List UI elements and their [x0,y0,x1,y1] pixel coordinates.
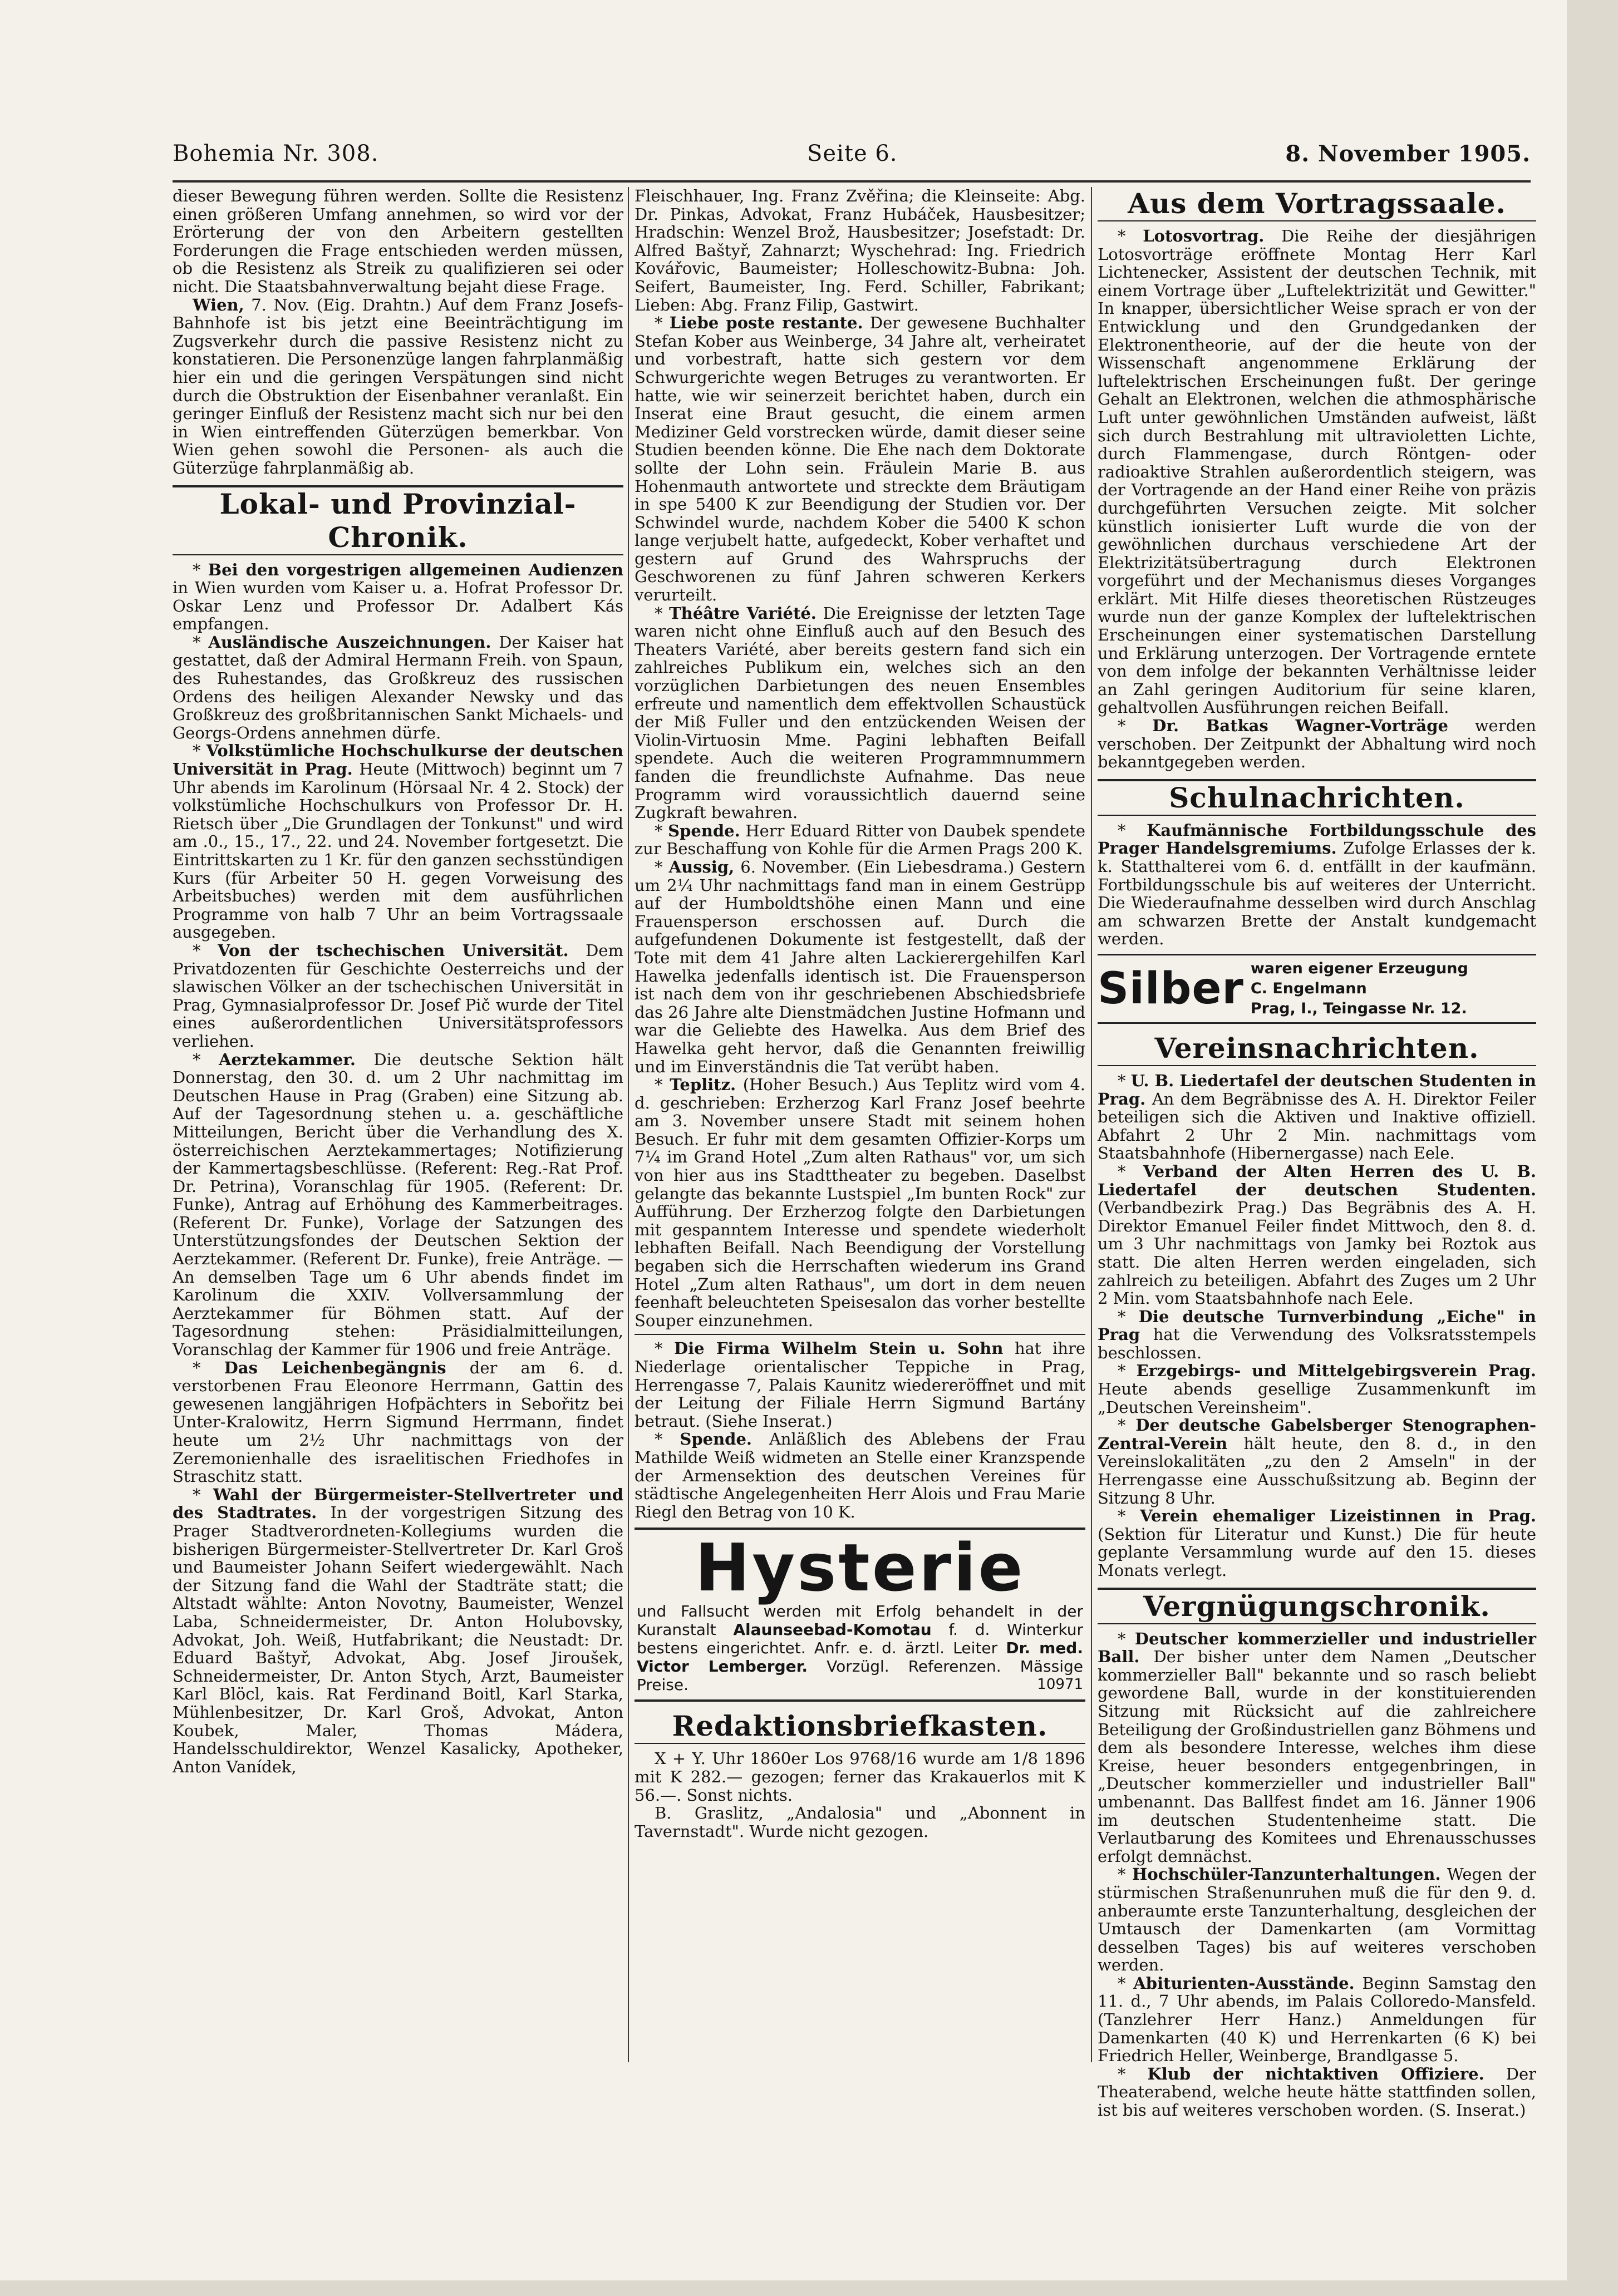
news-item-text: Die deutsche Sektion hält Donnerstag, den 30. d. um 2 Uhr nachmittag im Deutschen Hause in Prag (Graben) eine Sitzung ab. Auf der Tagesordnung stehen u. a. geschäftliche Mitteilungen, Bericht über die Verhandlung des X. österreichischen Aerztekammertages; Notifizierung der Kammertagsbeschlüsse. (Referent: Reg.-Rat Prof. Dr. Petrina), Voranschlag für 1905. (Referent: Dr. Funke), Antrag auf Erhöhung des Kammerbeitrages. (Referent Dr. Funke), Vorlage der Satzungen des Unterstützungsfondes der Deutschen Sektion der Aerztekammer. (Referent Dr. Funke), freie Anträge. — An demselben Tage um 6 Uhr abends findet im Karolinum die XXIV. Vollversammlung der Aerztekammer für Böhmen statt. Auf der Tagesordnung stehen: Präsidialmitteilungen, Voranschlag der Kammer für 1906 und freie Anträge. [173,1050,623,1359]
ad-address: Prag, I., Teingasse Nr. 12. [1250,999,1467,1017]
news-item-text: hat ihre Niederlage orientalischer Teppiche in Prag, Herrengasse 7, Palais Kaunitz wiedereröffnet und mit der Leitung der Filiale Herrn Sigmund Bartány betraut. (Siehe Inserat.) [635,1339,1086,1431]
news-item-text: Der gewesene Buchhalter Stefan Kober aus Weinberge, 34 Jahre alt, verheiratet und vorbestraft, hatte sich gestern vor dem Schwurgerichte wegen Betruges zu verantworten. Er hatte, wie wir seinerzeit berichtet haben, durch ein Inserat eine Braut gesucht, die einem armen Mediziner Geld vorstrecken würde, damit dieser seine Studien beenden könne. Die Ehe nach dem Doktorate sollte der Lohn sein. Fräulein Marie B. aus Hohenmauth antwortete und streckte dem Bräutigam in spe 5400 K zur Beendigung der Studien vor. Der Schwindel wurde, nachdem Kober die 5400 K schon lange verjubelt hatte, aufgedeckt, Kober verhaftet und gestern auf Grund des Wahrspruchs der Geschworenen zu fünf Jahren schweren Kerkers verurteilt. [635,313,1086,605]
news-item-text: Anläßlich des Ablebens der Frau Mathilde Weiß widmeten an Stelle einer Kranzspende der Armensektion des deutschen Vereines für städtische Angelegenheiten Herr Alois und Frau Marie Riegl den Betrag von 10 K. [635,1430,1086,1521]
news-item-text: der am 6. d. verstorbenen Frau Eleonore Herrmann, Gattin des gewesenen langjährigen Hofpächters in Sebořitz bei Unter-Kralowitz, Herrn Sigmund Herrmann, findet heute um 2½ Uhr nachmittags von der Zeremonienhalle des israelitischen Friedhofes in Straschitz statt. [173,1358,624,1486]
column-2 [635,187,1085,2062]
news-item-text: hält heute, den 8. d., in den Vereinslokalitäten „zu den 2 Amseln" in der Herrengasse eine Ausschußsitzung ab. Beginn der Sitzung 8 Uhr. [1098,1433,1537,1507]
issue-date: 8. November 1905. [1285,141,1531,167]
news-item-text: Der Theaterabend, welche heute hätte stattfinden sollen, ist bis auf weiteres verschoben worden. (S. Inserat.) [1098,2064,1536,2120]
ad-clinic-name: Alaunseebad-Komotau [733,1620,932,1639]
letterbox-item: X + Y. Uhr 1860er Los 9768/16 wurde am 1/8 1896 mit K 282.— gezogen; ferner das Krakauerlos mit K 56.—. Sonst nichts. [635,1749,1085,1805]
news-item-title: Teplitz. [670,1075,736,1095]
section-rule [1098,1065,1536,1066]
news-item: * Teplitz. (Hoher Besuch.) Aus Teplitz wird vom 4. d. geschrieben: Erzherzog Karl Franz Josef beehrte am 3. November unsere Stadt mit seinem hohen Besuch. Er fuhr mit dem gesamten Offizier-Korps um 7¼ im Grand Hotel „Zum alten Rathaus" vor, um sich von hier aus ins Stadttheater zu begeben. Daselbst gelangte das bekannte Lustspiel „Im bunten Rock" zur Aufführung. Der Erzherzog folgte den Darbietungen mit gespanntem Interesse und spendete wiederholt lebhaften Beifall. Nach Beendigung der Vorstellung begaben sich die Herrschaften wiederum ins Grand Hotel „Zum alten Rathaus", um dort in dem neuen feenhaft beleuchteten Speisesalon das vorher bestellte Souper einzunehmen. [635,1075,1086,1330]
news-item-title: Die Firma Wilhelm Stein u. Sohn [673,1339,1004,1358]
news-item: * Abiturienten-Ausstände. Beginn Samstag den 11. d., 7 Uhr abends, im Palais Colloredo-Mansfeld. (Tanzlehrer Herr Hanz.) Anmeldungen für Damenkarten (40 K) und Herrenkarten (6 K) bei Friedrich Heller, Weinberge, Brandlgasse 5. [1098,1973,1537,2066]
ad-line: waren eigener Erzeugung [1250,959,1468,977]
news-item-text: (Verbandbezirk Prag.) Das Begräbnis des A. H. Direktor Emanuel Feiler findet Mittwoch, den 8. d. um 3 Uhr nachmittags von Jamky bei Roztok aus statt. Die alten Herren werden eingeladen, sich zahlreich zu beteiligen. Abfahrt des Zuges um 2 Uhr 2 Min. vom Staatsbahnhofe nach Eele. [1098,1198,1536,1308]
news-item: * Verein ehemaliger Lizeistinnen in Prag. (Sektion für Literatur und Kunst.) Die für heute geplante Versammlung wurde auf den 15. dieses Monats verlegt. [1098,1506,1536,1580]
news-item: * Spende. Anläßlich des Ablebens der Frau Mathilde Weiß widmeten an Stelle einer Kranzspende der Armensektion des deutschen Vereines für städtische Angelegenheiten Herr Alois und Frau Marie Riegl den Betrag von 10 K. [635,1430,1086,1521]
news-item-title: Spende. [668,821,740,840]
news-item-text: Der bisher unter dem Namen „Deutscher kommerzieller Ball" bekannte und so rasch beliebt gewordene Ball, wurde in der konstituierenden Sitzung mit Rücksicht auf die zahlreichere Beteiligung der Großindustriellen ganz Böhmens und dem als besondere Interesse, welches ihm diese Kreise, heuer besonders entgegenbringen, in „Deutscher kommerzieller und industrieller Ball" umbenannt. Das Ballfest findet am 16. Jänner 1906 im deutschen Studentenheime statt. Die Verlautbarung des Komitees und Ehrenausschusses erfolgt demnächst. [1098,1647,1536,1866]
news-item-title: Dr. Batkas Wagner-Vorträge [1152,716,1448,736]
page-header [173,136,1531,176]
article-text: 7. Nov. (Eig. Drahtn.) Auf dem Franz Josefs-Bahnhofe ist bis jetzt eine Beeinträchtigung im Zugsverkehr durch die passive Resistenz nicht zu konstatieren. Die Personenzüge langen fahrplanmäßig hier ein und die geringen Verspätungen sind nicht durch die Obstruktion der Eisenbahner veranlaßt. Ein geringer Einfluß der Resistenz macht sich nur bei den in Wien eintreffenden Güterzügen bemerkbar. Von Wien gehen sowohl die Personen- als auch die Güterzüge fahrplanmäßig ab. [173,295,624,477]
ad-brand: Silber [1098,963,1244,1014]
ad-line: C. Engelmann [1250,979,1367,997]
news-item-text: hat die Verwendung des Volksratsstempels beschlossen. [1098,1325,1537,1362]
section-header [1098,1588,1536,1624]
section-title: Lokal- und Provinzial-Chronik. [219,487,577,554]
news-item: * Liebe poste restante. Der gewesene Buchhalter Stefan Kober aus Weinberge, 34 Jahre alt, verheiratet und vorbestraft, hatte sich gestern vor dem Schwurgerichte wegen Betruges zu verantworten. Er hatte, wie wir seinerzeit berichtet haben, durch ein Inserat eine Braut gesucht, die einem armen Mediziner Geld vorstrecken würde, damit dieser seine Studien beenden könne. Die Ehe nach dem Doktorate sollte der Lohn sein. Fräulein Marie B. aus Hohenmauth antwortete und streckte dem Bräutigam in spe 5400 K zur Beendigung der Studien vor. Der Schwindel wurde, nachdem Kober die 5400 K schon lange verjubelt hatte, aufgedeckt, Kober verhaftet und gestern auf Grund des Wahrspruchs der Geschworenen zu fünf Jahren schweren Kerkers verurteilt. [635,313,1086,605]
scan-edge-bottom [0,2280,1618,2296]
section-header [1098,187,1536,221]
news-item: * Spende. Herr Eduard Ritter von Daubek spendete zur Beschaffung von Kohle für die Armen Prags 200 K. [635,821,1086,859]
news-item: * U. B. Liedertafel der deutschen Studenten in Prag. An dem Begräbnisse des A. H. Direktor Feiler beteiligen sich die Aktiven und Inaktive offiziell. Abfahrt 2 Uhr 2 Min. nachmittags vom Staatsbahnhofe (Hibernergasse) nach Eele. [1098,1071,1536,1163]
news-item-title: Ausländische Auszeichnungen. [208,632,491,652]
news-item-title: Das Leichenbegängnis [224,1358,446,1377]
news-item-title: Aussig, [668,857,735,876]
divider [635,1334,1085,1335]
news-item-text: Zufolge Erlasses der k. k. Statthalterei vom 6. d. entfällt in der kaufmänn. Fortbildungsschule bis auf weiteres der Unterricht. Die Wiederaufnahme desselben wird durch Anschlag am schwarzen Brette der Anstalt kundgemacht werden. [1098,839,1537,949]
page-number: Seite 6. [807,141,898,166]
news-item: * Von der tschechischen Universität. Dem Privatdozenten für Geschichte Oesterreichs und der slawischen Völker an der tschechischen Universität in Prag, Gymnasialprofessor Dr. Josef Pič wurde der Titel eines außerordentlichen Universitätsprofessors verliehen. [173,940,623,1051]
news-item-title: Aerztekammer. [218,1050,356,1069]
news-item: * Volkstümliche Hochschulkurse der deutschen Universität in Prag. Heute (Mittwoch) beginnt um 7 Uhr abends im Karolinum (Hörsaal Nr. 4 2. Stock) der volkstümliche Hochschulkurs von Professor Dr. H. Rietsch über „Die Grundlagen der Tonkunst" und wird am .0., 15., 17., 22. und 24. November fortgesetzt. Die Eintrittskarten zu 1 Kr. für den ganzen sechsstündigen Kurs (für Arbeiter 50 H. gegen Vorweisung des Arbeitsbuches) werden mit dem ausführlichen Programme von halb 7 Uhr an beim Vortragssaale ausgegeben. [173,741,624,942]
section-title: Vereinsnachrichten. [1154,1031,1479,1065]
news-item-title: Spende. [680,1430,753,1449]
news-item: * Die deutsche Turnverbindung „Eiche" in Prag hat die Verwendung des Volksratsstempels beschlossen. [1098,1307,1537,1362]
news-item-text: (Hoher Besuch.) Aus Teplitz wird vom 4. d. geschrieben: Erzherzog Karl Franz Josef beehrte am 3. November unsere Stadt mit seinem hohen Besuch. Er fuhr mit dem gesamten Offizier-Korps um 7¼ im Grand Hotel „Zum alten Rathaus" vor, um sich von hier aus ins Stadttheater zu begeben. Daselbst gelangte das bekannte Lustspiel „Im bunten Rock" zur Aufführung. Der Erzherzog folgte den Darbietungen mit gespanntem Interesse und spendete wiederholt lebhaften Beifall. Nach Beendigung der Vorstellung begaben sich die Herrschaften wiederum ins Grand Hotel „Zum alten Rathaus", um dort in dem neuen feenhaft beleuchteten Speisesalon das vorher bestellte Souper einzunehmen. [635,1075,1086,1330]
news-item-title: Wahl der Bürgermeister-Stellvertreter und des Stadtrates. [173,1485,623,1523]
news-item-title: Abiturienten-Ausstände. [1133,1973,1355,1993]
news-item-text: Die Reihe der diesjährigen Lotosvorträge eröffnete Montag Herr Karl Lichtenecker, Assistent der deutschen Technik, mit einem Vortrage über „Luftelektrizität und Gewitter." In knapper, übersichtlicher Weise sprach er von der Entwicklung und den Grundgedanken der Elektronentheorie, auf der die heute von der Wissenschaft angenommene Erklärung der luftelektrischen Erscheinungen fußt. Der geringe Gehalt an Elektronen, welchen die athmosphärische Luft unter gewöhnlichen Umständen aufweist, läßt sich durch Bestrahlung mit ultravioletten Lichte, durch Flammengase, durch Röntgen- oder radioaktive Strahlen außerordentlich steigern, was der Vortragende an der Hand einer Reihe von präzis durchgeführten Versuchen zeigte. Mit solcher künstlich ionisierter Luft wurde die von der gewöhnlichen durchaus verschiedene Art der Elektrizitätsübertragung durch Elektronen vorgeführt und der Mechanismus dieses Vorganges erklärt. Mit Hilfe dieses theoretischen Rüstzeuges wurde nun der ganze Komplex der luftelektrischen Erscheinungen einer systematischen Darstellung und Erklärung unterzogen. Der Vortragende erntete von dem infolge der bekannten Verhältnisse leider an Zahl geringen Auditorium für seine klaren, gehaltvollen Ausführungen reichen Beifall. [1098,226,1537,717]
section-header [1098,1032,1536,1066]
news-item: * Théâtre Variété. Die Ereignisse der letzten Tage waren nicht ohne Einfluß auch auf den Besuch des Theaters Variété, aber bereits gestern fand sich ein zahlreiches Publikum ein, welches sich an den vorzüglichen Darbietungen des neuen Ensembles erfreute und namentlich dem effektvollen Schaustück der Miß Fuller und den entzückenden Weisen der Violin-Virtuosin Mme. Pagini lebhaften Beifall spendete. Auch die weiteren Programmnummern fanden die freundlichste Aufnahme. Das neue Programm wird voraussichtlich dauernd seine Zugkraft bewahren. [635,603,1085,822]
ad-headline: Hysterie [695,1529,1025,1607]
news-item-title: Erzgebirgs- und Mittelgebirgsverein Prag. [1136,1361,1536,1381]
news-item-title: Verein ehemaliger Lizeistinnen in Prag. [1140,1506,1536,1526]
news-item: * Ausländische Auszeichnungen. Der Kaiser hat gestattet, daß der Admiral Hermann Freih. von Spaun, des Ruhestandes, das Großkreuz des russischen Ordens des heiligen Alexander Newsky und das Großkreuz des großbritannischen Sankt Michaels- und Georgs-Ordens annehmen dürfe. [173,632,623,742]
dateline: Wien, [193,295,244,314]
ad-text: und Fallsucht werden mit Erfolg behandelt in der Kuranstalt [637,1602,1083,1639]
news-item: * Wahl der Bürgermeister-Stellvertreter und des Stadtrates. In der vorgestrigen Sitzung des Prager Stadtverordneten-Kollegiums wurden die bisherigen Bürgermeister-Stellvertreter Dr. Karl Groš und Baumeister Johann Seifert wiedergewählt. Nach der Sitzung fand die Wahl der Stadträte statt; die Altstadt wählte: Anton Novotny, Baumeister, Wenzel Laba, Schneidermeister, Dr. Anton Holubovsky, Advokat, Joh. Weiß, Hutfabrikant; die Neustadt: Dr. Eduard Baštyř, Advokat, Abg. Josef Jiroušek, Schneidermeister, Dr. Anton Stych, Arzt, Baumeister Karl Blöcl, kais. Rat Ferdinand Boitl, Karl Starka, Mühlenbesitzer, Dr. Karl Groš, Advokat, Anton Koubek, Maler, Thomas Mádera, Handelsschuldirektor, Wenzel Kasalicky, Apotheker, Anton Vanídek, [173,1485,624,1776]
news-item-title: Kaufmännische Fortbildungsschule des Prager Handelsgremiums. [1098,820,1537,858]
news-item-title: Deutscher kommerzieller und industrieller Ball. [1098,1629,1536,1667]
section-header [173,485,623,555]
news-item: * Bei den vorgestrigen allgemeinen Audienzen in Wien wurden vom Kaiser u. a. Hofrat Professor Dr. Oskar Lenz und Professor Dr. Adalbert Kás empfangen. [173,560,624,634]
section-rule [173,554,623,555]
news-item-title: Hochschüler-Tanzunterhaltungen. [1132,1865,1441,1884]
news-item: * Das Leichenbegängnis der am 6. d. verstorbenen Frau Eleonore Herrmann, Gattin des gewesenen langjährigen Hofpächters in Sebořitz bei Unter-Kralowitz, Herrn Sigmund Herrmann, findet heute um 2½ Uhr nachmittags von der Zeremonienhalle des israelitischen Friedhofes in Straschitz statt. [173,1358,624,1486]
news-item: * Klub der nichtaktiven Offiziere. Der Theaterabend, welche heute hätte stattfinden sollen, ist bis auf weiteres verschoben worden. (S. Inserat.) [1098,2064,1536,2120]
news-item-text: Beginn Samstag den 11. d., 7 Uhr abends, im Palais Colloredo-Mansfeld. (Tanzlehrer Herr Hanz.) Anmeldungen für Damenkarten (40 K) und Herrenkarten (6 K) bei Friedrich Heller, Weinberge, Brandlgasse 5. [1098,1973,1537,2066]
article-continuation: dieser Bewegung führen werden. Sollte die Resistenz einen größeren Umfang annehmen, so wird vor der Erörterung der von den Arbeitern gestellten Forderungen die Frage entschieden werden müssen, ob die Resistenz als Streik zu qualifizieren sei oder nicht. Die Staatsbahnverwaltung bejaht diese Frage. [173,186,623,296]
news-item: * Aerztekammer. Die deutsche Sektion hält Donnerstag, den 30. d. um 2 Uhr nachmittag im Deutschen Hause in Prag (Graben) eine Sitzung ab. Auf der Tagesordnung stehen u. a. geschäftliche Mitteilungen, Bericht über die Verhandlung des X. österreichischen Aerztekammertages; Notifizierung der Kammertagsbeschlüsse. (Referent: Reg.-Rat Prof. Dr. Petrina), Voranschlag für 1905. (Referent: Dr. Funke), Antrag auf Erhöhung des Kammerbeitrages. (Referent Dr. Funke), Vorlage der Satzungen des Unterstützungsfondes der Deutschen Sektion der Aerztekammer. (Referent Dr. Funke), freie Anträge. — An demselben Tage um 6 Uhr abends findet im Karolinum die XXIV. Vollversammlung der Aerztekammer für Böhmen statt. Auf der Tagesordnung stehen: Präsidialmitteilungen, Voranschlag der Kammer für 1906 und freie Anträge. [173,1050,623,1359]
news-item: * Verband der Alten Herren des U. B. Liedertafel der deutschen Studenten. (Verbandbezirk Prag.) Das Begräbnis des A. H. Direktor Emanuel Feiler findet Mittwoch, den 8. d. um 3 Uhr nachmittags von Jamky bei Roztok aus statt. Die alten Herren werden eingeladen, sich zahlreich zu beteiligen. Abfahrt des Zuges um 2 Uhr 2 Min. vom Staatsbahnhofe nach Eele. [1098,1161,1537,1308]
news-item-text: Der Kaiser hat gestattet, daß der Admiral Hermann Freih. von Spaun, des Ruhestandes, das Großkreuz des russischen Ordens des heiligen Alexander Newsky und das Großkreuz des großbritannischen Sankt Michaels- und Georgs-Ordens annehmen dürfe. [173,632,623,742]
news-item-title: Volkstümliche Hochschulkurse der deutschen Universität in Prag. [173,741,624,779]
article-continuation: Fleischhauer, Ing. Franz Zvěřina; die Kleinseite: Abg. Dr. Pinkas, Advokat, Franz Hubáček, Hausbesitzer; Hradschin: Wenzel Brož, Hausbesitzer; Josefstadt: Dr. Alfred Baštyř, Zahnarzt; Wyschehrad: Ing. Friedrich Kovářovic, Baumeister; Holleschowitz-Bubna: Joh. Seifert, Baumeister, Ing. Ferd. Schiller, Fabrikant; Lieben: Abg. Franz Filip, Gastwirt. [635,186,1085,314]
news-item-text: Wegen der stürmischen Straßenunruhen muß die für den 9. d. anberaumte erste Tanzunterhaltung, desgleichen der Umtausch der Damenkarten (am Vormittag desselben Tages) bis auf weiteres verschoben werden. [1098,1865,1536,1975]
news-item-text: in Wien wurden vom Kaiser u. a. Hofrat Professor Dr. Oskar Lenz und Professor Dr. Adalbert Kás empfangen. [173,578,623,634]
news-item: * Hochschüler-Tanzunterhaltungen. Wegen der stürmischen Straßenunruhen muß die für den 9. d. anberaumte erste Tanzunterhaltung, desgleichen der Umtausch der Damenkarten (am Vormittag desselben Tages) bis auf weiteres verschoben werden. [1098,1865,1536,1975]
news-item: * Erzgebirgs- und Mittelgebirgsverein Prag. Heute abends gesellige Zusammenkunft im „Deutschen Vereinsheim". [1098,1361,1536,1417]
column-divider [628,187,629,2062]
section-title: Aus dem Vortragssaale. [1128,187,1506,220]
news-item: * Lotosvortrag. Die Reihe der diesjährigen Lotosvorträge eröffnete Montag Herr Karl Lichtenecker, Assistent der deutschen Technik, mit einem Vortrage über „Luftelektrizität und Gewitter." In knapper, übersichtlicher Weise sprach er von der Entwicklung und den Grundgedanken der Elektronentheorie, auf der die heute von der Wissenschaft angenommene Erklärung der luftelektrischen Erscheinungen fußt. Der geringe Gehalt an Elektronen, welchen die athmosphärische Luft unter gewöhnlichen Umständen aufweist, läßt sich durch Bestrahlung mit ultravioletten Lichte, durch Flammengase, durch Röntgen- oder radioaktive Strahlen außerordentlich steigern, was der Vortragende an der Hand einer Reihe von präzis durchgeführten Versuchen zeigte. Mit solcher künstlich ionisierter Luft wurde die von der gewöhnlichen durchaus verschiedene Art der Elektrizitätsübertragung durch Elektronen vorgeführt und der Mechanismus dieses Vorganges erklärt. Mit Hilfe dieses theoretischen Rüstzeuges wurde nun der ganze Komplex der luftelektrischen Erscheinungen einer systematischen Darstellung und Erklärung unterzogen. Der Vortragende erntete von dem infolge der bekannten Verhältnisse leider an Zahl geringen Auditorium für seine klaren, gehaltvollen Ausführungen reichen Beifall. [1098,226,1537,717]
news-item-text: werden verschoben. Der Zeitpunkt der Abhaltung wird noch bekanntgegeben werden. [1098,716,1536,772]
news-item-text: Heute (Mittwoch) beginnt um 7 Uhr abends im Karolinum (Hörsaal Nr. 4 2. Stock) der volkstümliche Hochschulkurs von Professor Dr. H. Rietsch über „Die Grundlagen der Tonkunst" und wird am .0., 15., 17., 22. und 24. November fortgesetzt. Die Eintrittskarten zu 1 Kr. für den ganzen sechsstündigen Kurs (für Arbeiter 50 H. gegen Vorweisung des Arbeitsbuches) werden mit dem ausführlichen Programme von halb 7 Uhr an beim Vortragssaale ausgegeben. [173,760,623,942]
news-item-title: Théâtre Variété. [669,603,817,623]
news-item: * Kaufmännische Fortbildungsschule des Prager Handelsgremiums. Zufolge Erlasses der k. k. Statthalterei vom 6. d. entfällt in der kaufmänn. Fortbildungsschule bis auf weiteres der Unterricht. Die Wiederaufnahme desselben wird durch Anschlag am schwarzen Brette der Anstalt kundgemacht werden. [1098,820,1537,949]
header-rule [173,180,1531,183]
news-item: * Die Firma Wilhelm Stein u. Sohn hat ihre Niederlage orientalischer Teppiche in Prag, Herrengasse 7, Palais Kaunitz wiedereröffnet und mit der Leitung der Filiale Herrn Sigmund Bartány betraut. (Siehe Inserat.) [635,1339,1086,1431]
letterbox-item: B. Graslitz, „Andalosia" und „Abonnent in Tavernstadt". Wurde nicht gezogen. [635,1804,1085,1841]
advertisement-silber [1098,954,1536,1024]
column-1 [173,187,623,2062]
section-rule [1098,220,1536,221]
ad-body [637,1602,1083,1694]
section-title: Redaktionsbriefkasten. [672,1709,1048,1743]
news-item-text: (Sektion für Literatur und Kunst.) Die für heute geplante Versammlung wurde auf den 15. dieses Monats verlegt. [1098,1524,1536,1580]
ad-text: f. d. Winterkur bestens eingerichtet. Anfr. e. d. ärztl. Leiter [637,1620,1084,1658]
masthead-issue: Bohemia Nr. 308. [173,141,379,166]
section-title: Schulnachrichten. [1169,781,1465,814]
news-item: * Aussig, 6. November. (Ein Liebesdrama.) Gestern um 2¼ Uhr nachmittags fand man in einem Gestrüpp auf der Humboldtshöhe einen Mann und eine Frauensperson erschossen auf. Durch die aufgefundenen Dokumente ist festgestellt, daß der Tote mit dem 41 Jahre alten Lackierergehilfen Karl Hawelka jedenfalls identisch ist. Die Frauensperson ist nach dem von ihr geschriebenen Abschiedsbriefe das 26 Jahre alte Dienstmädchen Justine Hofmann und war die Geliebte des Hawelka. Aus dem Brief des Hawelka geht hervor, daß die Genannten freiwillig und im Einverständnis die Tat verübt haben. [635,857,1086,1076]
news-item-title: Der deutsche Gabelsberger Stenographen-Zentral-Verein [1098,1416,1536,1453]
news-item-text: An dem Begräbnisse des A. H. Direktor Feiler beteiligen sich die Aktiven und Inaktive offiziell. Abfahrt 2 Uhr 2 Min. nachmittags vom Staatsbahnhofe (Hibernergasse) nach Eele. [1098,1089,1536,1163]
section-title: Vergnügungschronik. [1143,1589,1491,1623]
column-3 [1098,187,1537,2120]
news-item-title: Von der tschechischen Universität. [217,940,569,960]
news-item-title: Die deutsche Turnverbindung „Eiche" in Prag [1098,1307,1536,1344]
news-item: * Der deutsche Gabelsberger Stenographen-Zentral-Verein hält heute, den 8. d., in den Vereinslokalitäten „zu den 2 Amseln" in der Herrengasse eine Ausschußsitzung ab. Beginn der Sitzung 8 Uhr. [1098,1416,1537,1507]
ad-doctor: Dr. med. Victor Lemberger. [637,1639,1083,1676]
article-paragraph [173,296,623,477]
column-divider [1091,187,1092,2062]
ad-text: Vorzügl. Referenzen. Mässige Preise. [637,1657,1084,1694]
news-item-title: Bei den vorgestrigen allgemeinen Audienzen [208,560,624,579]
news-item-title: Lotosvortrag. [1143,226,1265,245]
section-rule [1098,1623,1536,1624]
news-item-text: Dem Privatdozenten für Geschichte Oesterreichs und der slawischen Völker an der tschechischen Universität in Prag, Gymnasialprofessor Dr. Josef Pič wurde der Titel eines außerordentlichen Universitätsprofessors verliehen. [173,940,623,1051]
section-header [1098,779,1536,816]
news-item-text: Heute abends gesellige Zusammenkunft im „Deutschen Vereinsheim". [1098,1379,1536,1417]
scan-edge [1567,0,1618,2296]
ad-lines [1251,959,1468,1019]
news-item-text: Die Ereignisse der letzten Tage waren nicht ohne Einfluß auch auf den Besuch des Theaters Variété, aber bereits gestern fand sich ein zahlreiches Publikum ein, welches sich an den vorzüglichen Darbietungen des neuen Ensembles erfreute und namentlich dem effektvollen Schaustück der Miß Fuller und den entzückenden Weisen der Violin-Virtuosin Mme. Pagini lebhaften Beifall spendete. Auch die weiteren Programmnummern fanden die freundlichste Aufnahme. Das neue Programm wird voraussichtlich dauernd seine Zugkraft bewahren. [635,603,1085,822]
news-item-title: U. B. Liedertafel der deutschen Studenten in Prag. [1098,1071,1536,1108]
section-header [635,1709,1085,1744]
ad-number: 10971 [1037,1676,1083,1693]
news-item-text: Herr Eduard Ritter von Daubek spendete zur Beschaffung von Kohle für die Armen Prags 200 K. [635,821,1086,859]
section-rule [635,1743,1085,1744]
advertisement-hysterie [635,1528,1085,1702]
news-item-title: Liebe poste restante. [669,313,863,333]
news-item-title: Verband der Alten Herren des U. B. Liedertafel der deutschen Studenten. [1098,1161,1537,1199]
section-rule [1098,815,1536,816]
news-item-text: In der vorgestrigen Sitzung des Prager Stadtverordneten-Kollegiums wurden die bisherigen Bürgermeister-Stellvertreter Dr. Karl Groš und Baumeister Johann Seifert wiedergewählt. Nach der Sitzung fand die Wahl der Stadträte statt; die Altstadt wählte: Anton Novotny, Baumeister, Wenzel Laba, Schneidermeister, Dr. Anton Holubovsky, Advokat, Joh. Weiß, Hutfabrikant; die Neustadt: Dr. Eduard Baštyř, Advokat, Abg. Josef Jiroušek, Schneidermeister, Dr. Anton Stych, Arzt, Baumeister Karl Blöcl, kais. Rat Ferdinand Boitl, Karl Starka, Mühlenbesitzer, Dr. Karl Groš, Advokat, Anton Koubek, Maler, Thomas Mádera, Handelsschuldirektor, Wenzel Kasalicky, Apotheker, Anton Vanídek, [173,1503,624,1776]
news-item: * Deutscher kommerzieller und industrieller Ball. Der bisher unter dem Namen „Deutscher kommerzieller Ball" bekannte und so rasch beliebt gewordene Ball, wurde in der konstituierenden Sitzung mit Rücksicht auf die zahlreichere Beteiligung der Großindustriellen ganz Böhmens und dem als besondere Interesse, welches ihm diese Kreise, heuer besonders entgegenbringen, in „Deutscher kommerzieller und industrieller Ball" umbenannt. Das Ballfest findet am 16. Jänner 1906 im deutschen Studentenheime statt. Die Verlautbarung des Komitees und Ehrenausschusses erfolgt demnächst. [1098,1629,1536,1866]
news-item-text: 6. November. (Ein Liebesdrama.) Gestern um 2¼ Uhr nachmittags fand man in einem Gestrüpp auf der Humboldtshöhe einen Mann und eine Frauensperson erschossen auf. Durch die aufgefundenen Dokumente ist festgestellt, daß der Tote mit dem 41 Jahre alten Lackierergehilfen Karl Hawelka jedenfalls identisch ist. Die Frauensperson ist nach dem von ihr geschriebenen Abschiedsbriefe das 26 Jahre alte Dienstmädchen Justine Hofmann und war die Geliebte des Hawelka. Aus dem Brief des Hawelka geht hervor, daß die Genannten freiwillig und im Einverständnis die Tat verübt haben. [635,857,1086,1076]
news-item-title: Klub der nichtaktiven Offiziere. [1147,2064,1484,2083]
news-item: * Dr. Batkas Wagner-Vorträge werden verschoben. Der Zeitpunkt der Abhaltung wird noch bekanntgegeben werden. [1098,716,1536,772]
